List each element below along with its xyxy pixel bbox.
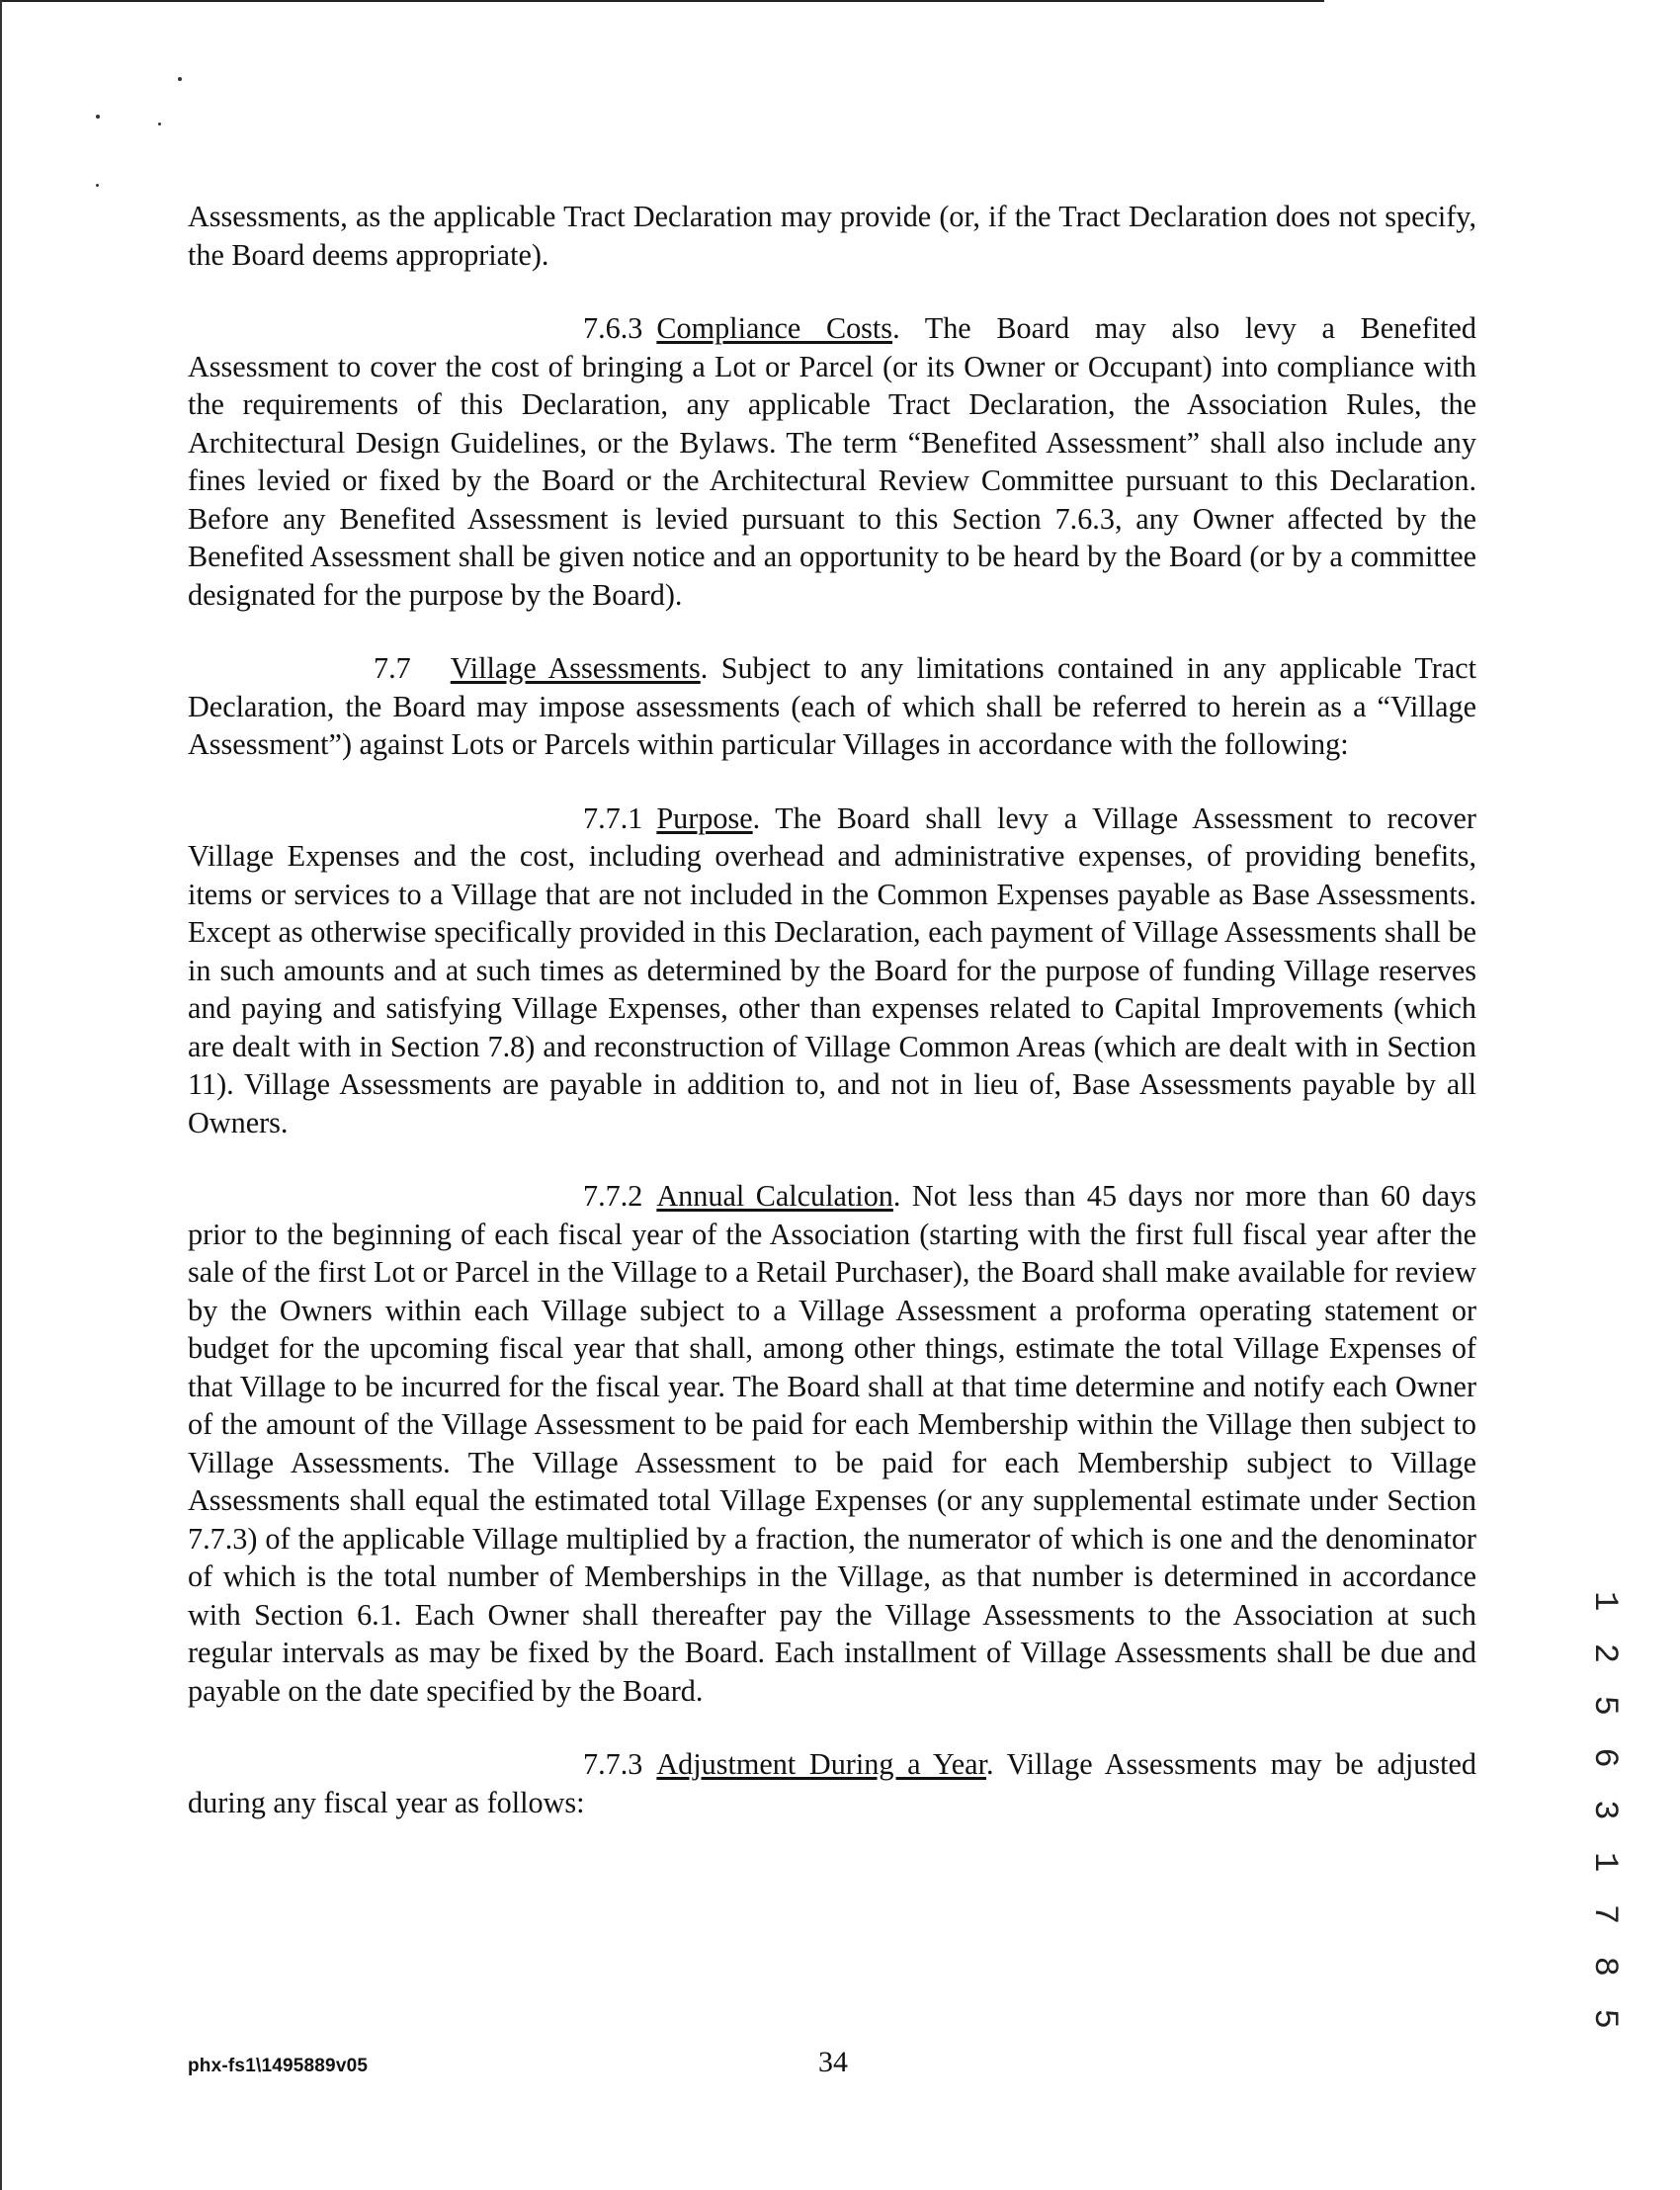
left-scan-edge <box>0 0 2 2190</box>
section-number: 7.7.1 <box>583 800 643 835</box>
section-text: . Subject to any limitations contained in any applicable Tract Declaration, the Board may impose assessments (each of which shall be referred to herein as a “Village Assessment”) against Lots or Parcels within particular Villages in accordance with the following: <box>188 651 1477 761</box>
section-7-7 <box>188 649 1476 764</box>
section-number: 7.7.2 <box>583 1179 643 1213</box>
section-heading: Adjustment During a Year <box>656 1747 986 1781</box>
section-heading: Purpose <box>656 800 753 835</box>
section-heading: Compliance Costs <box>656 311 893 345</box>
footer-document-id: phx-fs1\1495889v05 <box>188 2056 369 2076</box>
scan-speck <box>96 115 100 119</box>
continuation-paragraph <box>188 198 1476 274</box>
top-edge-rule <box>0 0 1324 2</box>
section-text: . Not less than 45 days nor more than 60 days prior to the beginning of each fiscal year of the Association (starting with the first full fiscal year after the sale of the first Lot or Parcel in the Village to a Retail Purchaser), the Board shall make available for review by the Owners within each Village subject to a Village Assessment a proforma operating statement or budget for the upcoming fiscal year that shall, among other things, estimate the total Village Expenses of that Village to be incurred for the fiscal year. The Board shall at that time determine and notify each Owner of the amount of the Village Assessment to be paid for each Membership within the Village then subject to Village Assessments. The Village Assessment to be paid for each Membership subject to Village Assessments shall equal the estimated total Village Expenses (or any supplemental estimate under Section 7.7.3) of the applicable Village multiplied by a fraction, the numerator of which is one and the denominator of which is the total number of Memberships in the Village, as that number is determined in accordance with Section 6.1. Each Owner shall thereafter pay the Village Assessments to the Association at such regular intervals as may be fixed by the Board. Each installment of Village Assessments shall be due and payable on the date specified by the Board. <box>188 1179 1476 1708</box>
section-heading: Annual Calculation <box>656 1179 893 1213</box>
section-number: 7.6.3 <box>583 311 643 345</box>
document-body <box>188 198 1476 1857</box>
section-7-7-1 <box>188 800 1476 1142</box>
section-7-7-2 <box>188 1177 1476 1710</box>
section-text: . The Board may also levy a Benefited Assessment to cover the cost of bringing a Lot or Parcel (or its Owner or Occupant) into compliance with the requirements of this Declaration, any applicable Tract Declaration, the Association Rules, the Architectural Design Guidelines, or the Bylaws. The term “Benefited Assessment” shall also include any fines levied or fixed by the Board or the Architectural Review Committee pursuant to this Declaration. Before any Benefited Assessment is levied pursuant to this Section 7.6.3, any Owner affected by the Benefited Assessment shall be given notice and an opportunity to be heard by the Board (or by a committee designated for the purpose by the Board). <box>188 311 1476 612</box>
page-number: 34 <box>818 2046 848 2078</box>
scan-speck <box>96 184 99 187</box>
section-number: 7.7 <box>374 651 411 685</box>
scan-speck <box>178 77 182 81</box>
section-7-7-3 <box>188 1745 1476 1821</box>
section-text: . Village Assessments may be adjusted during any fiscal year as follows: <box>188 1747 1476 1819</box>
scan-speck <box>158 123 161 126</box>
section-heading: Village Assessments <box>450 651 701 685</box>
left-scan-edge-bottom <box>0 2131 2 2190</box>
section-number: 7.7.3 <box>583 1747 643 1781</box>
section-7-6-3 <box>188 309 1476 614</box>
paragraph-text: Assessments, as the applicable Tract Declaration may provide (or, if the Tract Declaration does not specify, the Board deems appropriate). <box>188 200 1476 272</box>
section-text: . The Board shall levy a Village Assessment to recover Village Expenses and the cost, including overhead and administrative expenses, of providing benefits, items or services to a Village that are not included in the Common Expenses payable as Base Assessments. Except as otherwise specifically provided in this Declaration, each payment of Village Assessments shall be in such amounts and at such times as determined by the Board for the purpose of funding Village reserves and paying and satisfying Village Expenses, other than expenses related to Capital Improvements (which are dealt with in Section 7.8) and reconstruction of Village Common Areas (which are dealt with in Section 11). Village Assessments are payable in addition to, and not in lieu of, Base Assessments payable by all Owners. <box>188 800 1476 1139</box>
recording-stamp: 1 2 5 6 3 1 7 8 5 <box>1585 1591 1623 2035</box>
